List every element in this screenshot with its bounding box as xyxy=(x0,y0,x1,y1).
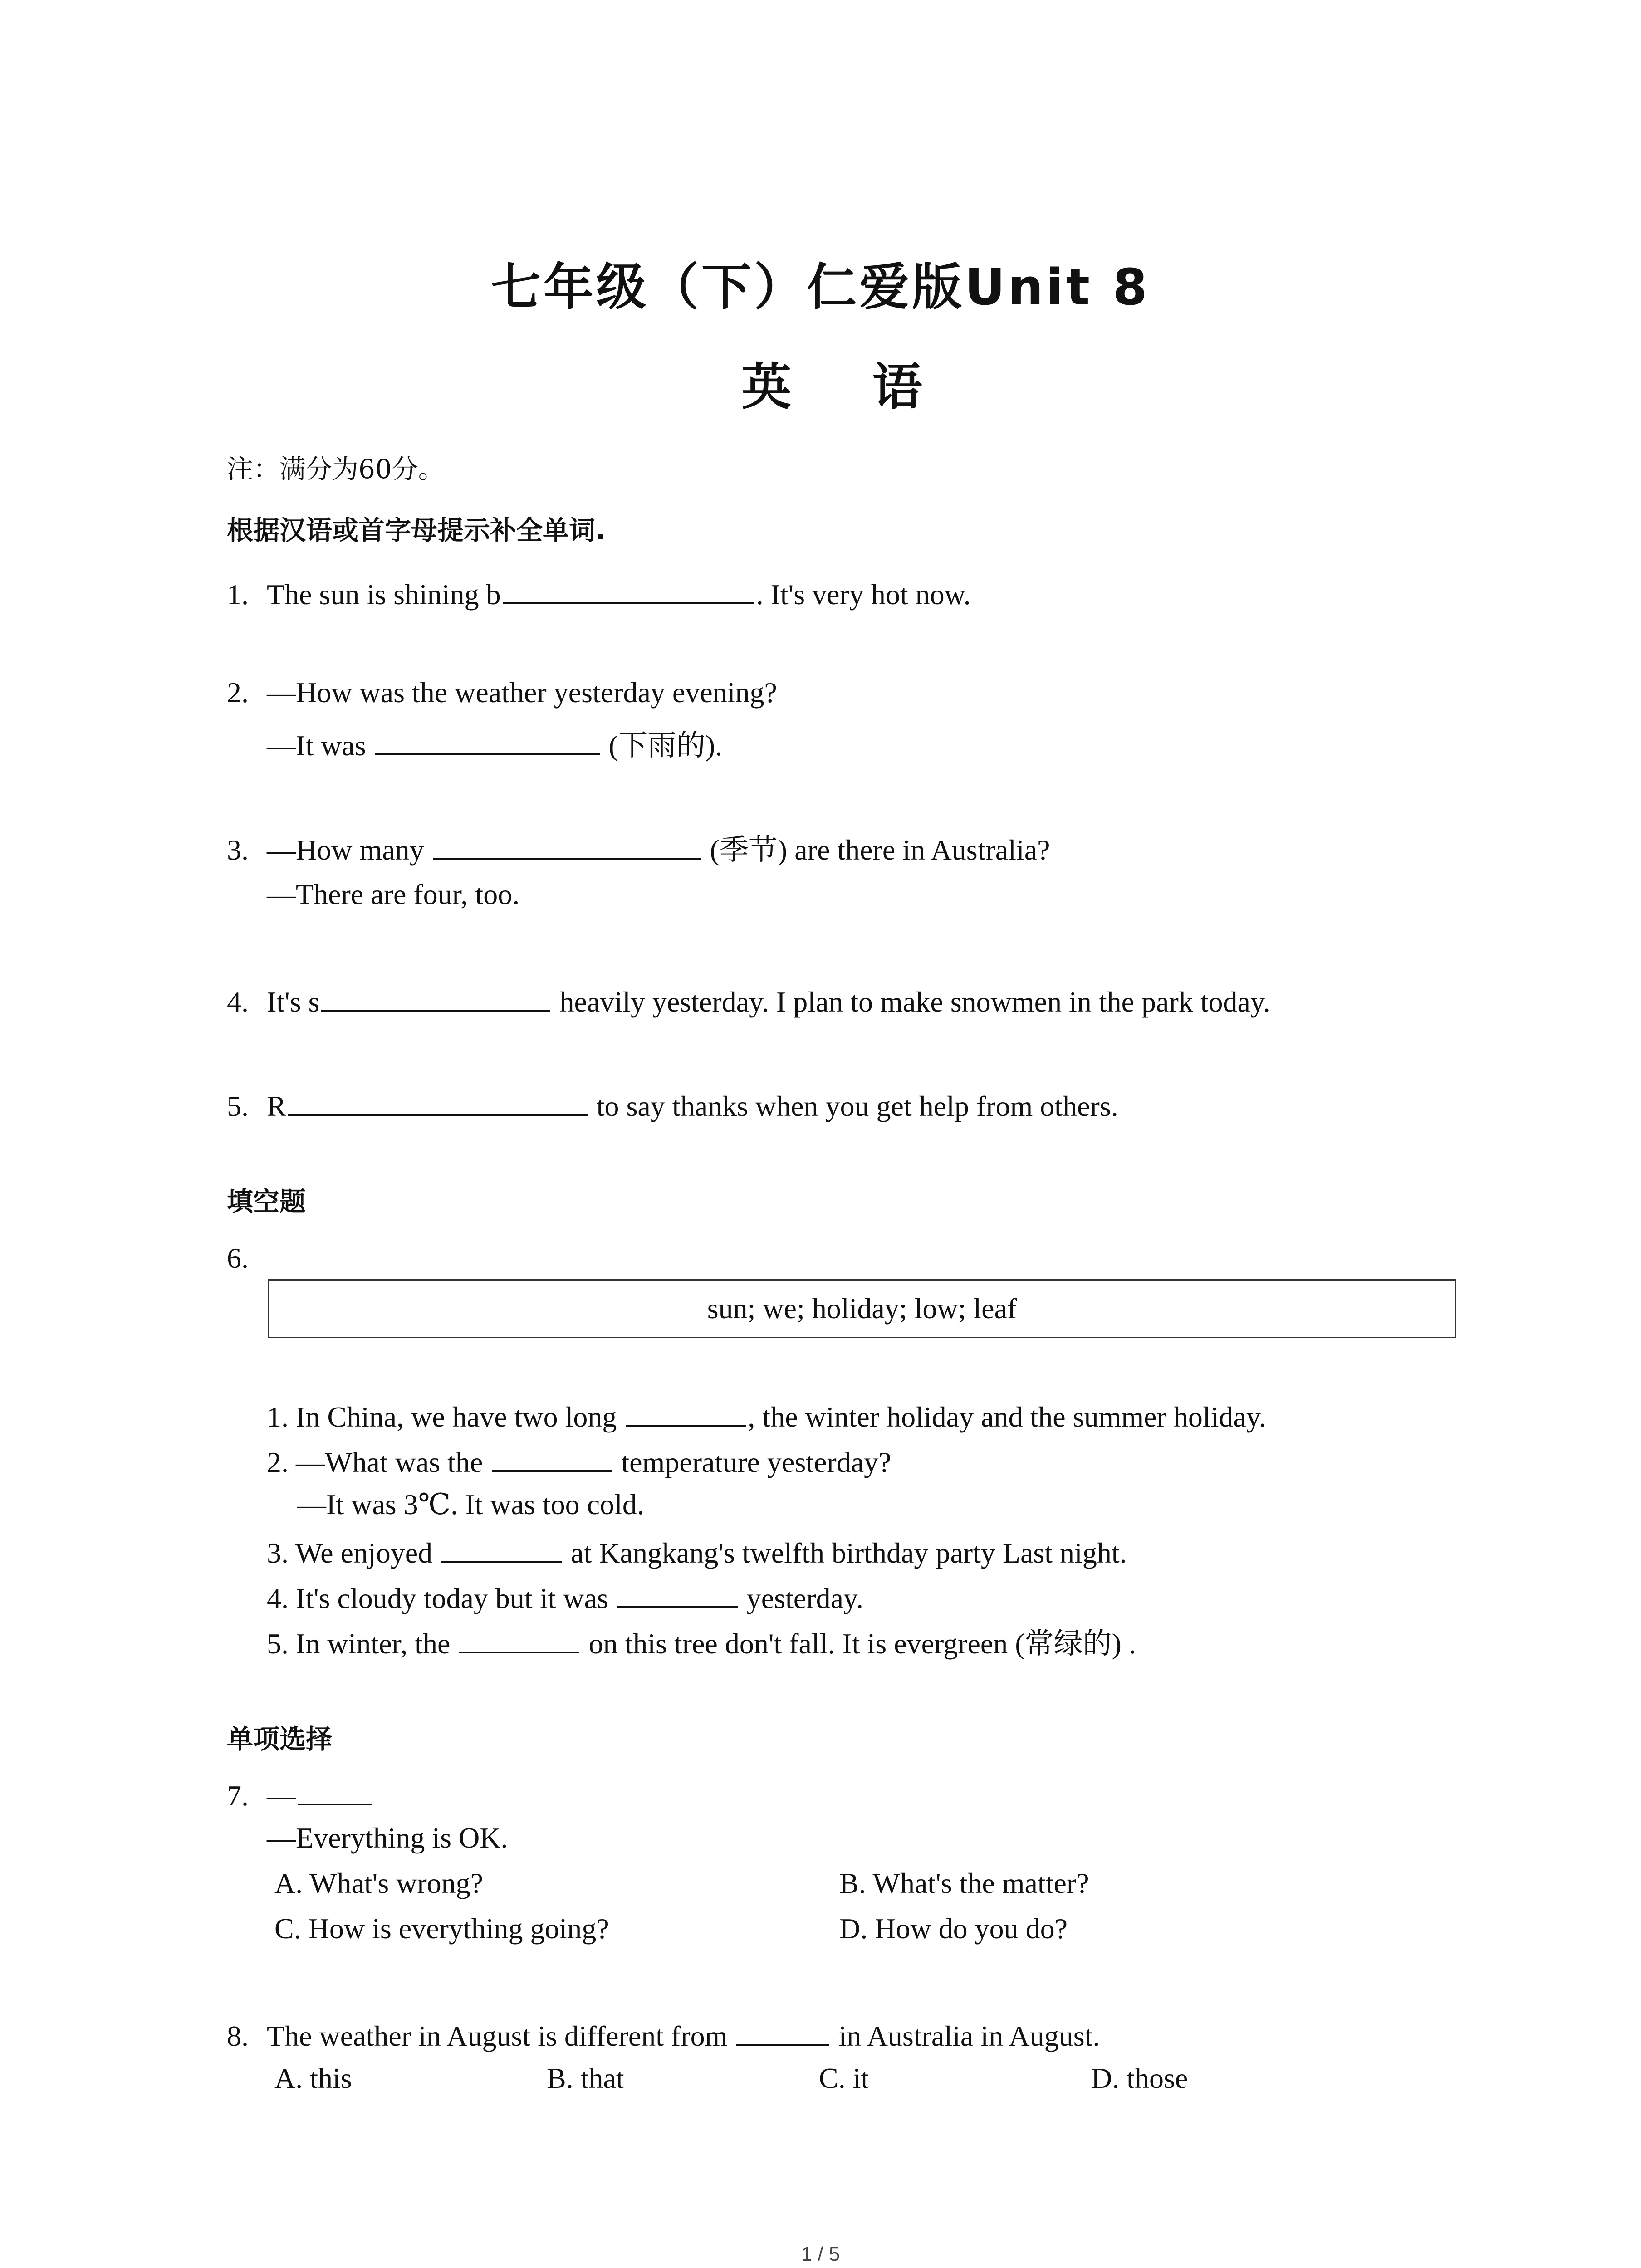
fill-item-text: 1. In China, we have two long xyxy=(267,1401,624,1433)
answer-blank[interactable] xyxy=(626,1399,746,1427)
answer-blank[interactable] xyxy=(288,1089,588,1116)
option-a[interactable]: A. this xyxy=(274,2062,352,2094)
question-number: 2. xyxy=(227,676,249,709)
question-2-line-2 xyxy=(267,728,722,760)
answer-blank[interactable] xyxy=(617,1581,738,1608)
question-text: The weather in August is different from xyxy=(267,2020,735,2052)
question-number: 3. xyxy=(227,834,249,866)
question-text: in Australia in August. xyxy=(831,2020,1100,2052)
question-number: 8. xyxy=(227,2020,249,2052)
answer-blank[interactable] xyxy=(321,984,550,1012)
question-text: to say thanks when you get help from others. xyxy=(589,1090,1118,1122)
fill-item-text: 4. It's cloudy today but it was xyxy=(267,1582,616,1614)
answer-blank[interactable] xyxy=(298,1778,372,1805)
fill-item-2 xyxy=(267,1445,892,1477)
score-note: 注：满分为60分。 xyxy=(227,454,445,484)
question-text: (下雨的). xyxy=(601,729,723,762)
question-6-number: 6. xyxy=(227,1242,249,1274)
question-3-line-1 xyxy=(227,832,1050,865)
question-7-line-1 xyxy=(227,1778,374,1810)
option-b[interactable]: B. What's the matter? xyxy=(839,1867,1089,1899)
fill-item-text: yesterday. xyxy=(739,1582,863,1614)
fill-item-text: 2. —What was the xyxy=(267,1446,490,1478)
answer-blank[interactable] xyxy=(459,1626,579,1653)
question-text: R xyxy=(267,1090,286,1122)
question-1 xyxy=(227,577,971,609)
answer-blank[interactable] xyxy=(433,832,701,860)
page-number: 1 / 5 xyxy=(801,2243,840,2265)
answer-blank[interactable] xyxy=(375,728,600,755)
question-8 xyxy=(227,2019,1100,2051)
fill-item-text: at Kangkang's twelfth birthday party Last night. xyxy=(563,1537,1127,1569)
option-c[interactable]: C. How is everything going? xyxy=(274,1912,609,1945)
fill-item-text: 5. In winter, the xyxy=(267,1628,458,1660)
question-3-line-2: —There are four, too. xyxy=(267,878,520,910)
option-d[interactable]: D. those xyxy=(1091,2062,1188,2094)
option-b[interactable]: B. that xyxy=(547,2062,624,2094)
word-bank-box xyxy=(268,1279,1456,1338)
fill-item-4 xyxy=(267,1581,863,1613)
question-7-line-2: —Everything is OK. xyxy=(267,1822,508,1854)
answer-blank[interactable] xyxy=(736,2019,829,2046)
question-number: 1. xyxy=(227,578,249,611)
question-2-line-1 xyxy=(227,678,777,707)
question-text: —How many xyxy=(267,834,431,866)
question-number: 7. xyxy=(227,1779,249,1812)
fill-item-text: , the winter holiday and the summer holiday. xyxy=(748,1401,1266,1433)
fill-item-2-reply: —It was 3℃. It was too cold. xyxy=(297,1488,644,1520)
fill-item-text: temperature yesterday? xyxy=(614,1446,892,1478)
fill-item-3 xyxy=(267,1535,1127,1568)
section-heading-2: 填空题 xyxy=(227,1186,306,1217)
fill-item-text: on this tree don't fall. It is evergreen (常绿的) . xyxy=(581,1628,1136,1660)
question-text: — xyxy=(267,1779,296,1812)
question-5 xyxy=(227,1089,1118,1121)
question-number: 5. xyxy=(227,1090,249,1122)
answer-blank[interactable] xyxy=(503,577,754,604)
section-heading-3: 单项选择 xyxy=(227,1724,333,1755)
answer-blank[interactable] xyxy=(492,1445,612,1472)
option-c[interactable]: C. it xyxy=(819,2062,869,2094)
question-number: 4. xyxy=(227,986,249,1018)
question-text: It's s xyxy=(267,986,320,1018)
section-heading-1: 根据汉语或首字母提示补全单词. xyxy=(227,515,606,546)
question-text: . It's very hot now. xyxy=(756,578,971,611)
fill-item-1 xyxy=(267,1399,1266,1432)
option-d[interactable]: D. How do you do? xyxy=(839,1912,1068,1945)
answer-blank[interactable] xyxy=(441,1535,562,1563)
page-subtitle: 英 语 xyxy=(741,358,954,416)
word-bank: sun; we; holiday; low; leaf xyxy=(707,1292,1017,1325)
question-text: heavily yesterday. I plan to make snowmen in the park today. xyxy=(552,986,1270,1018)
fill-item-text: 3. We enjoyed xyxy=(267,1537,440,1569)
question-text: —It was xyxy=(267,729,373,762)
question-4 xyxy=(227,984,1270,1017)
question-text: (季节) are there in Australia? xyxy=(702,834,1050,866)
question-text: —How was the weather yesterday evening? xyxy=(267,676,777,709)
fill-item-5 xyxy=(267,1626,1136,1658)
page-title: 七年级（下）仁爱版Unit 8 xyxy=(491,258,1150,316)
option-a[interactable]: A. What's wrong? xyxy=(274,1867,484,1899)
question-text: The sun is shining b xyxy=(267,578,501,611)
